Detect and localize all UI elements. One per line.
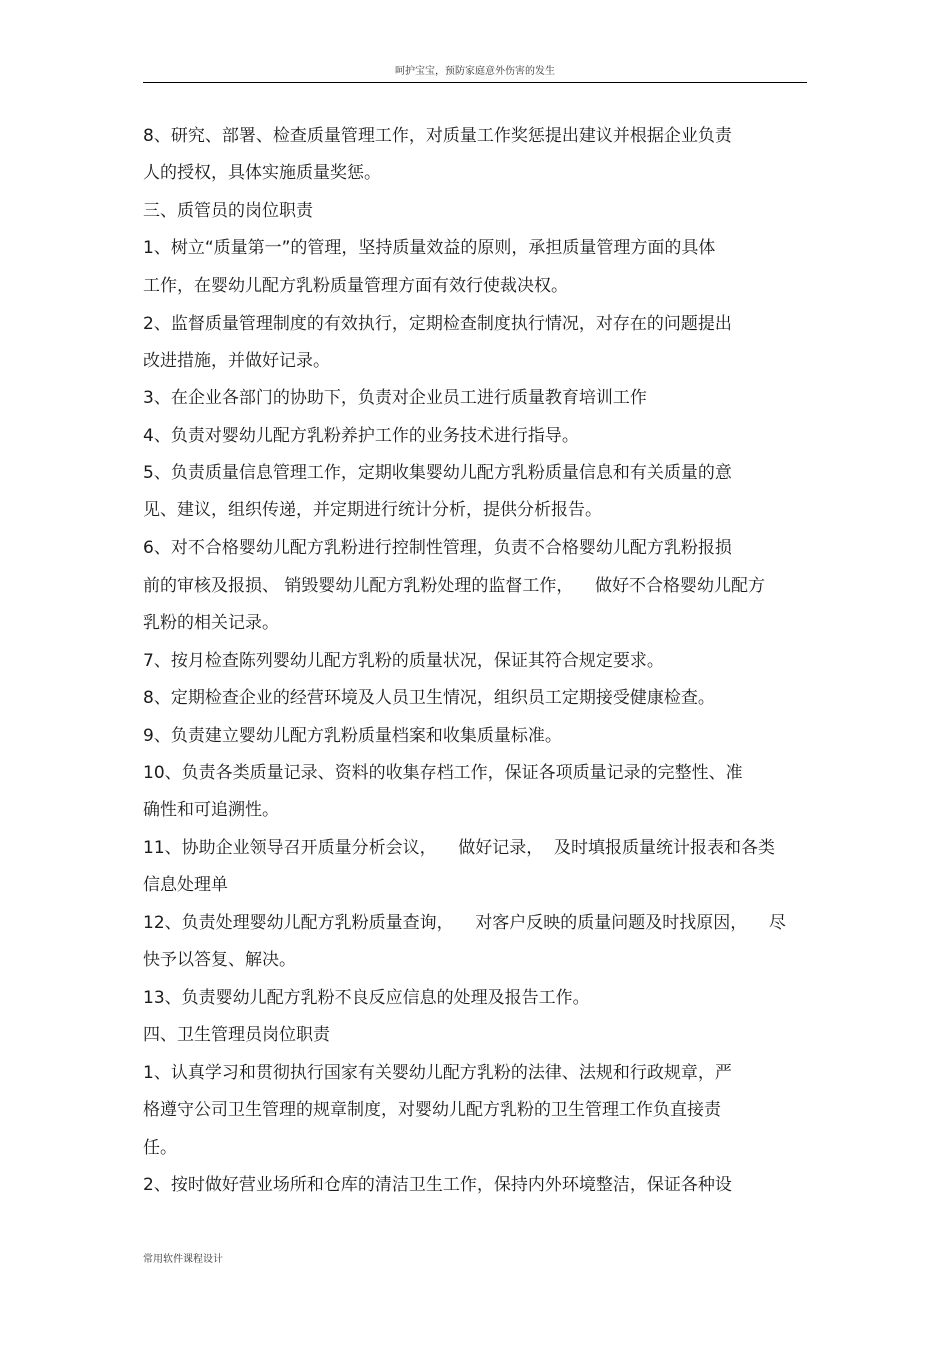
text-line: 12、负责处理婴幼儿配方乳粉质量查询， 对客户反映的质量问题及时找原因， 尽 xyxy=(143,913,786,933)
text-line: 10、负责各类质量记录、资料的收集存档工作，保证各项质量记录的完整性、准 xyxy=(143,763,743,783)
text-line: 见、建议，组织传递，并定期进行统计分析，提供分析报告。 xyxy=(143,500,602,520)
text-line: 5、负责质量信息管理工作，定期收集婴幼儿配方乳粉质量信息和有关质量的意 xyxy=(143,463,732,483)
page-footer: 常用软件课程设计 xyxy=(143,1254,223,1265)
section-heading: 三、质管员的岗位职责 xyxy=(143,201,313,221)
text-line: 改进措施，并做好记录。 xyxy=(143,351,330,371)
text-line: 确性和可追溯性。 xyxy=(143,800,279,820)
text-line: 9、负责建立婴幼儿配方乳粉质量档案和收集质量标准。 xyxy=(143,726,562,746)
text-line: 乳粉的相关记录。 xyxy=(143,613,279,633)
page-header: 呵护宝宝，预防家庭意外伤害的发生 xyxy=(395,66,555,77)
text-line: 1、树立“质量第一”的管理，坚持质量效益的原则，承担质量管理方面的具体 xyxy=(143,238,716,258)
text-line: 4、负责对婴幼儿配方乳粉养护工作的业务技术进行指导。 xyxy=(143,426,579,446)
text-line: 前的审核及报损、 销毁婴幼儿配方乳粉处理的监督工作， 做好不合格婴幼儿配方 xyxy=(143,576,766,596)
text-line: 13、负责婴幼儿配方乳粉不良反应信息的处理及报告工作。 xyxy=(143,988,590,1008)
text-line: 信息处理单 xyxy=(143,875,228,895)
text-line: 任。 xyxy=(143,1138,177,1158)
text-line: 格遵守公司卫生管理的规章制度，对婴幼儿配方乳粉的卫生管理工作负直接责 xyxy=(143,1100,721,1120)
text-line: 7、按月检查陈列婴幼儿配方乳粉的质量状况，保证其符合规定要求。 xyxy=(143,651,664,671)
text-line: 8、研究、部署、检查质量管理工作，对质量工作奖惩提出建议并根据企业负责 xyxy=(143,126,732,146)
text-line: 快予以答复、解决。 xyxy=(143,950,296,970)
text-line: 人的授权，具体实施质量奖惩。 xyxy=(143,163,381,183)
text-line: 工作，在婴幼儿配方乳粉质量管理方面有效行使裁决权。 xyxy=(143,276,568,296)
text-line: 1、认真学习和贯彻执行国家有关婴幼儿配方乳粉的法律、法规和行政规章，严 xyxy=(143,1063,732,1083)
header-divider xyxy=(143,82,807,83)
text-line: 2、按时做好营业场所和仓库的清洁卫生工作，保持内外环境整洁，保证各种设 xyxy=(143,1175,732,1195)
text-line: 3、在企业各部门的协助下，负责对企业员工进行质量教育培训工作 xyxy=(143,388,647,408)
text-line: 8、定期检查企业的经营环境及人员卫生情况，组织员工定期接受健康检查。 xyxy=(143,688,715,708)
section-heading: 四、卫生管理员岗位职责 xyxy=(143,1025,330,1045)
text-line: 2、监督质量管理制度的有效执行，定期检查制度执行情况，对存在的问题提出 xyxy=(143,314,732,334)
text-line: 6、对不合格婴幼儿配方乳粉进行控制性管理，负责不合格婴幼儿配方乳粉报损 xyxy=(143,538,732,558)
text-line: 11、协助企业领导召开质量分析会议， 做好记录， 及时填报质量统计报表和各类 xyxy=(143,838,776,858)
